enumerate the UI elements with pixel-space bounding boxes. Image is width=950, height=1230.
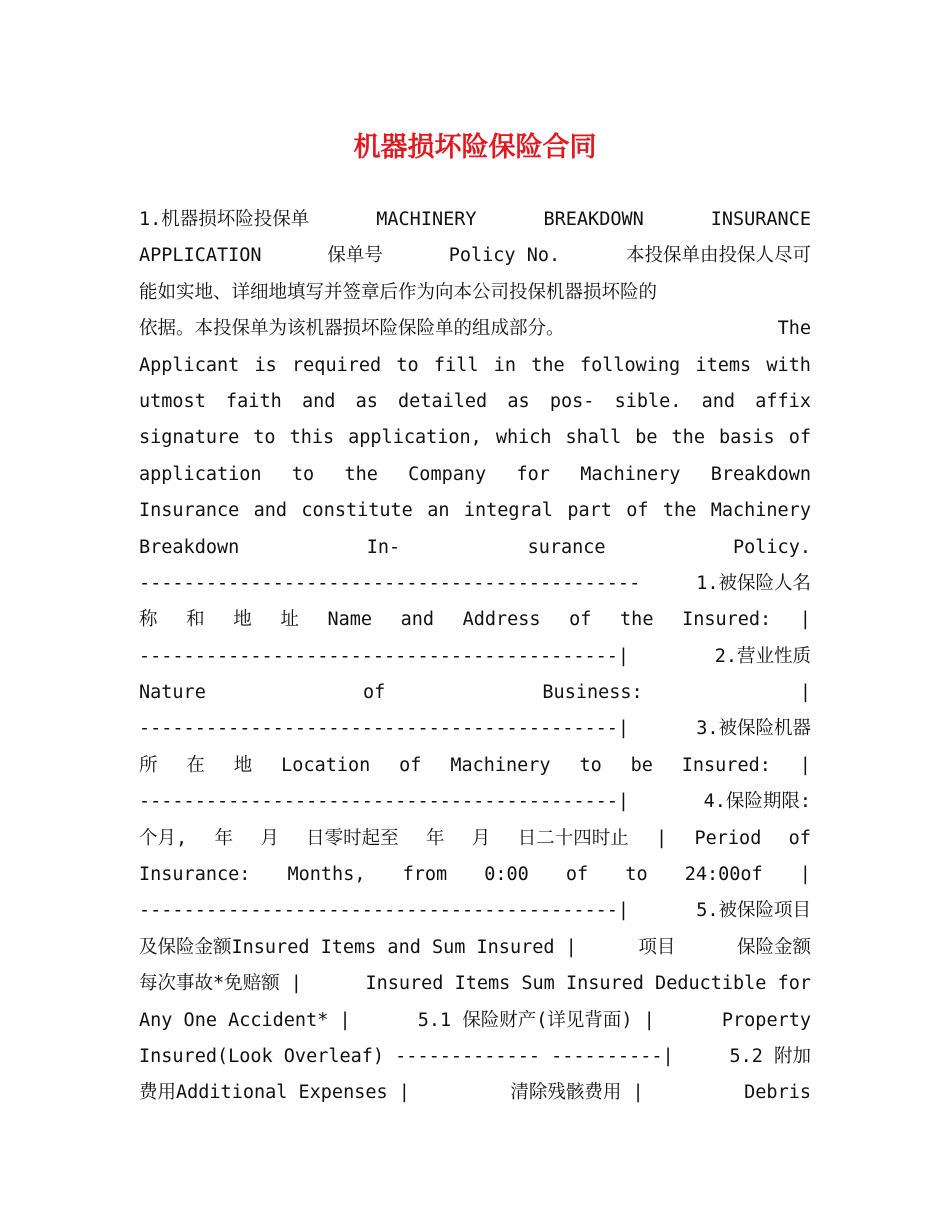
text-segment: 项目 xyxy=(638,936,676,958)
text-line xyxy=(139,966,811,1002)
text-segment: Machinery xyxy=(450,754,551,776)
text-segment: 2.营业性质 xyxy=(714,645,811,667)
text-segment: 24:00of xyxy=(684,864,763,886)
text-segment: Any One Accident* | xyxy=(139,1009,351,1031)
text-line xyxy=(139,566,811,602)
text-segment: to xyxy=(396,354,419,376)
text-segment: MACHINERY xyxy=(376,209,477,230)
text-segment: sible. xyxy=(614,390,682,412)
text-segment: and xyxy=(701,390,736,412)
text-segment: an xyxy=(427,500,450,522)
text-segment: of xyxy=(788,827,811,849)
text-segment: faith xyxy=(226,390,282,412)
document-body xyxy=(139,202,811,1112)
text-segment: 个月, xyxy=(139,827,188,849)
text-segment: Company xyxy=(408,463,487,485)
text-segment: from xyxy=(402,864,448,886)
text-segment: items xyxy=(695,354,752,376)
text-segment: Nature xyxy=(139,682,206,704)
text-line xyxy=(139,275,811,311)
text-segment: 5.被保险项目 xyxy=(696,900,811,922)
text-segment: Months, xyxy=(287,864,366,886)
text-line xyxy=(139,384,811,420)
text-segment: Debris xyxy=(744,1082,811,1104)
text-segment: | xyxy=(799,682,811,704)
text-segment: 4.保险期限: xyxy=(703,791,811,813)
text-segment: fill xyxy=(433,354,479,376)
text-segment: to xyxy=(579,754,602,776)
text-segment: shall xyxy=(565,427,622,449)
text-segment: 1.被保险人名 xyxy=(696,572,811,594)
text-segment: to xyxy=(625,864,648,886)
text-segment: part xyxy=(567,500,612,522)
text-segment: 每次事故*免赔额 | xyxy=(139,973,302,995)
text-segment: the xyxy=(620,609,654,631)
text-segment: APPLICATION xyxy=(139,245,262,267)
text-line xyxy=(139,348,811,384)
text-line xyxy=(139,639,811,675)
document-title: 机器损坏险保险合同 xyxy=(353,132,597,163)
text-segment: Insured: xyxy=(682,609,772,631)
text-segment: The xyxy=(777,318,811,340)
text-segment: pos- xyxy=(549,390,595,412)
text-segment: 及保险金额Insured Items and Sum Insured | xyxy=(139,936,577,958)
text-line xyxy=(139,202,811,238)
text-segment: utmost xyxy=(139,390,206,412)
text-segment: surance xyxy=(527,536,606,558)
text-segment: to xyxy=(291,463,315,485)
text-segment: Policy. xyxy=(733,536,811,558)
text-line xyxy=(139,893,811,929)
text-segment: | xyxy=(799,609,811,631)
text-segment: 年 xyxy=(426,827,445,849)
text-segment: 址 xyxy=(280,609,299,631)
text-segment: -------------------------------------------| xyxy=(139,791,630,813)
text-segment: Insured: xyxy=(681,754,771,776)
text-segment: be xyxy=(635,427,658,449)
text-segment: 月 xyxy=(260,827,279,849)
text-segment: of xyxy=(362,682,386,704)
text-segment: Property xyxy=(721,1009,811,1031)
text-line xyxy=(139,930,811,966)
text-segment: --------------------------------------------- xyxy=(139,572,641,594)
text-line xyxy=(139,1039,811,1075)
text-segment: 所 xyxy=(139,754,158,776)
text-segment: Insurance xyxy=(139,500,240,522)
text-segment: -------------------------------------------| xyxy=(139,718,630,740)
text-segment: and xyxy=(400,609,435,631)
text-segment: INSURANCE xyxy=(710,209,811,230)
text-segment: 日二十四时止 xyxy=(517,827,629,849)
text-segment: Insured Items Sum Insured Deductible for xyxy=(365,973,811,995)
text-segment: In- xyxy=(366,536,401,558)
text-line xyxy=(139,420,811,456)
text-segment: Period xyxy=(694,827,762,849)
text-segment: in xyxy=(493,354,517,376)
text-line xyxy=(139,675,811,711)
text-line xyxy=(139,748,811,784)
text-line xyxy=(139,493,811,529)
text-segment: detailed xyxy=(398,390,488,412)
text-segment: 费用Additional Expenses | xyxy=(139,1082,410,1104)
text-segment: Location xyxy=(281,754,371,776)
text-segment: Applicant xyxy=(139,354,240,376)
text-segment: Policy No. xyxy=(448,245,561,267)
text-segment: BREAKDOWN xyxy=(543,209,644,230)
text-segment: 能如实地、详细地填写并签章后作为向本公司投保机器损坏险的 xyxy=(139,281,658,303)
text-segment: of xyxy=(569,609,592,631)
text-segment: 保险金额 xyxy=(736,936,811,958)
text-segment: of xyxy=(626,500,649,522)
text-segment: as xyxy=(355,390,378,412)
text-line xyxy=(139,784,811,820)
text-line xyxy=(139,311,811,347)
text-segment: 1.机器损坏险投保单 xyxy=(139,209,310,230)
text-segment: this xyxy=(289,427,335,449)
text-segment: which xyxy=(495,427,552,449)
text-segment: 地 xyxy=(233,754,253,776)
text-segment: 5.2 附加 xyxy=(729,1045,811,1067)
text-segment: of xyxy=(788,427,811,449)
text-segment: -------------------------------------------| xyxy=(139,645,630,667)
text-segment: following xyxy=(579,354,681,376)
text-segment: is xyxy=(254,354,277,376)
text-line xyxy=(139,1075,811,1111)
text-segment: to xyxy=(253,427,276,449)
text-segment: constitute xyxy=(301,500,413,522)
text-segment: 保单号 xyxy=(327,245,383,267)
text-segment: the xyxy=(662,500,697,522)
text-segment: -------------------------------------------| xyxy=(139,900,630,922)
text-line xyxy=(139,1003,811,1039)
text-segment: signature xyxy=(139,427,240,449)
text-segment: with xyxy=(766,354,811,376)
text-segment: basis xyxy=(718,427,775,449)
text-segment: Breakdown xyxy=(710,463,811,485)
text-segment: Insured(Look Overleaf) ------------- ----------| xyxy=(139,1045,674,1067)
text-segment: 称 xyxy=(139,609,158,631)
text-segment: 月 xyxy=(471,827,491,849)
text-segment: and xyxy=(253,500,288,522)
text-segment: of xyxy=(565,864,589,886)
text-segment: for xyxy=(516,463,550,485)
text-segment: and xyxy=(301,390,336,412)
text-segment: 本投保单由投保人尽可 xyxy=(625,245,811,267)
text-segment: the xyxy=(531,354,565,376)
text-segment: required xyxy=(292,354,382,376)
text-segment: affix xyxy=(755,390,811,412)
text-segment: 0:00 xyxy=(484,864,529,886)
text-segment: Breakdown xyxy=(139,536,240,558)
text-segment: the xyxy=(344,463,378,485)
text-segment: 3.被保险机器 xyxy=(696,718,811,740)
text-line xyxy=(139,821,811,857)
text-line xyxy=(139,602,811,638)
text-segment: 在 xyxy=(186,754,205,776)
text-segment: Insurance: xyxy=(139,864,251,886)
text-segment: integral xyxy=(463,500,553,522)
text-segment: 日零时起至 xyxy=(306,827,399,849)
text-segment: 地 xyxy=(233,609,252,631)
text-segment: the xyxy=(671,427,705,449)
text-segment: 年 xyxy=(214,827,233,849)
text-segment: Machinery xyxy=(710,500,811,522)
text-segment: as xyxy=(507,390,530,412)
text-segment: | xyxy=(799,754,811,776)
text-segment: Address xyxy=(462,609,541,631)
text-segment: 和 xyxy=(186,609,205,631)
text-segment: application xyxy=(139,463,262,485)
text-segment: | xyxy=(799,864,811,886)
text-segment: application, xyxy=(348,427,482,449)
text-line xyxy=(139,457,811,493)
text-segment: Machinery xyxy=(580,463,681,485)
text-line xyxy=(139,857,811,893)
text-line xyxy=(139,238,811,274)
text-segment: 清除残骸费用 | xyxy=(510,1082,644,1104)
text-segment: of xyxy=(399,754,422,776)
text-segment: 5.1 保险财产(详见背面) | xyxy=(417,1009,655,1031)
text-segment: Name xyxy=(327,609,372,631)
text-segment: 依据。本投保单为该机器损坏险保险单的组成部分。 xyxy=(139,318,565,340)
text-line xyxy=(139,711,811,747)
text-segment: | xyxy=(656,827,668,849)
text-line xyxy=(139,530,811,566)
text-segment: be xyxy=(630,754,653,776)
text-segment: Business: xyxy=(542,682,643,704)
